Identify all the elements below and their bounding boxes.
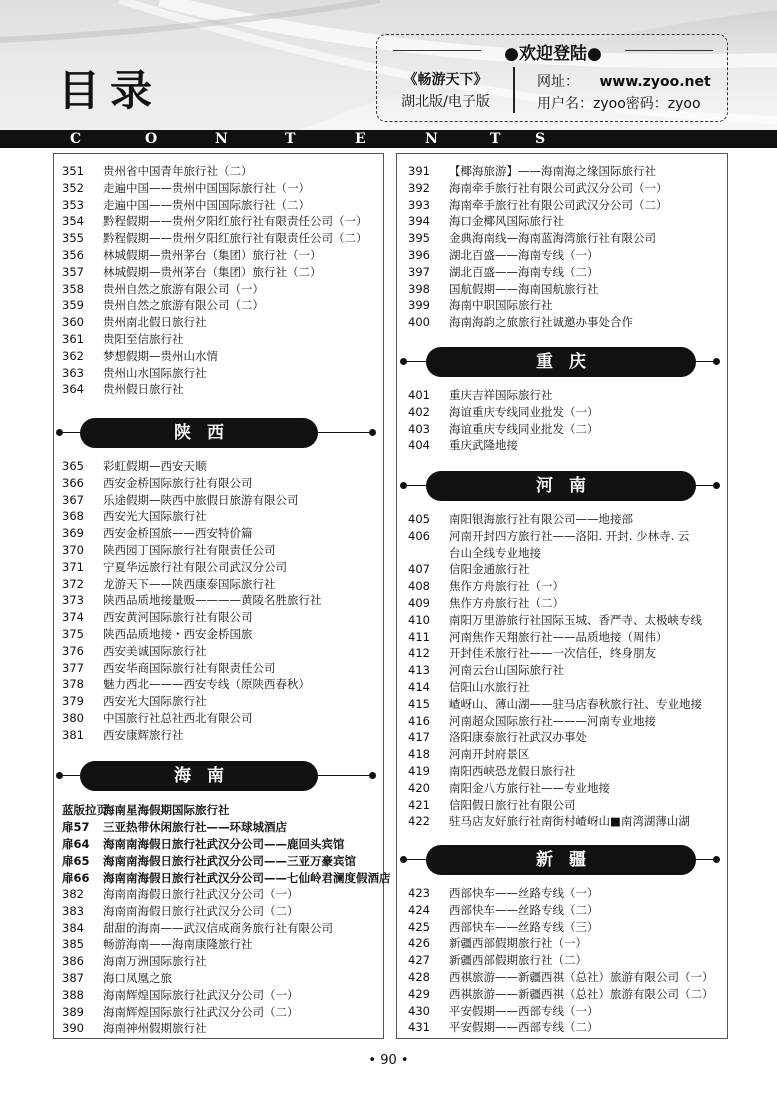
entry-title: 信阳假日旅行社有限公司 — [449, 797, 576, 812]
entry-title: 南阳银海旅行社有限公司——地接部 — [449, 512, 633, 526]
bullet-dot — [713, 482, 720, 489]
toc-entry[interactable] — [408, 612, 702, 628]
toc-entry[interactable] — [62, 953, 207, 969]
entry-title: 河南超众国际旅行社———河南专业地接 — [449, 713, 656, 728]
entry-title: 【椰海旅游】——海南海之缘国际旅行社 — [449, 164, 656, 178]
entry-title: 河南焦作天翔旅行社——品质地接（周伟） — [449, 629, 668, 644]
entry-title: 信阳金通旅行社 — [449, 562, 530, 577]
entry-page-number: 375 — [62, 627, 84, 641]
toc-entry[interactable] — [408, 662, 564, 678]
entry-title: 海南中职国际旅行社 — [449, 298, 553, 313]
entry-page-number: 393 — [408, 197, 430, 212]
entry-title: 西安光大国际旅行社 — [103, 694, 207, 709]
entry-title: 南阳金八方旅行社——专业地接 — [449, 780, 610, 795]
entry-title: 平安假期——西部专线（一） — [449, 1003, 599, 1018]
entry-page-number: 396 — [408, 248, 430, 262]
toc-entry[interactable] — [62, 903, 299, 919]
entry-title: 贵州省中国青年旅行社（二） — [103, 164, 253, 178]
entry-title: 国航假期——海南国航旅行社 — [449, 281, 599, 296]
entry-page-number: 356 — [62, 248, 84, 262]
entry-page-number: 353 — [62, 197, 84, 212]
entry-title: 宁夏华远旅行社有限公司武汉分公司 — [103, 559, 287, 574]
entry-title: 贵阳至信旅行社 — [103, 332, 184, 346]
entry-title: 林城假期—贵州茅台（集团）旅行社（一） — [103, 248, 322, 262]
toc-entry[interactable] — [408, 595, 564, 611]
toc-entry[interactable] — [408, 645, 656, 661]
bullet-dot — [713, 358, 720, 365]
toc-entry[interactable] — [62, 542, 276, 558]
toc-entry[interactable] — [62, 331, 184, 347]
entry-title: 海南海韵之旅旅行社诚邀办事处合作 — [449, 315, 633, 330]
entry-title: 西安美诚国际旅行社 — [103, 643, 207, 658]
toc-entry[interactable] — [408, 629, 668, 645]
toc-entry[interactable] — [408, 797, 576, 813]
entry-page-number: 359 — [62, 298, 84, 313]
toc-entry[interactable] — [62, 576, 276, 592]
toc-entry[interactable] — [62, 281, 264, 297]
bullet-dot — [369, 429, 376, 436]
entry-page-number: 373 — [62, 593, 84, 608]
entry-page-number: 357 — [62, 264, 84, 279]
entry-title: 陕西园丁国际旅行社有限责任公司 — [103, 543, 276, 557]
entry-title: 驻马店友好旅行社南街村嵖岈山■南湾湖薄山湖 — [449, 814, 690, 829]
entry-page-number: 扉57 — [62, 820, 90, 834]
entry-page-number: 384 — [62, 920, 84, 935]
toc-entry[interactable] — [408, 763, 576, 779]
entry-title: 彩虹假期—西安天顺 — [103, 459, 207, 473]
toc-entry[interactable] — [62, 559, 287, 575]
entry-title: 台山全线专业地接 — [449, 545, 541, 560]
toc-entry[interactable] — [62, 297, 264, 313]
toc-entry[interactable] — [62, 886, 299, 902]
entry-page-number: 426 — [408, 936, 430, 951]
entry-title: 海口金椰风国际旅行社 — [449, 214, 564, 229]
toc-entry[interactable] — [62, 920, 333, 936]
entry-page-number: 扉65 — [62, 854, 90, 868]
entry-title: 海南南海假日旅行社武汉分公司——三亚万豪宾馆 — [103, 854, 356, 868]
toc-entry[interactable] — [62, 853, 356, 869]
entry-title: 西祺旅游——新疆西祺（总社）旅游有限公司（一） — [449, 970, 714, 984]
contents-letter: O — [145, 131, 158, 147]
entry-title: 湖北百盛——海南专线（二） — [449, 264, 599, 279]
entry-page-number: 399 — [408, 298, 430, 313]
toc-entry[interactable] — [408, 387, 553, 403]
entry-title: 海南牵手旅行社有限公司武汉分公司（一） — [449, 180, 668, 195]
entry-title: 贵州山水国际旅行社 — [103, 365, 207, 380]
entry-title: 平安假期——西部专线（二） — [449, 1020, 599, 1035]
toc-entry[interactable] — [62, 264, 322, 280]
toc-entry[interactable] — [408, 902, 599, 918]
toc-entry[interactable] — [408, 561, 530, 577]
section-heading-chongqing — [400, 347, 720, 377]
entry-title: 西安光大国际旅行社 — [103, 509, 207, 524]
section-title: 新疆 — [426, 845, 696, 875]
entry-title: 三亚热带休闲旅行社——环球城酒店 — [103, 820, 287, 834]
login-box — [376, 34, 728, 122]
entry-page-number: 401 — [408, 388, 430, 402]
toc-entry[interactable] — [62, 970, 172, 986]
entry-title: 海南牵手旅行社有限公司武汉分公司（二） — [449, 197, 668, 212]
toc-entry[interactable] — [62, 163, 253, 179]
entry-page-number: 405 — [408, 512, 430, 526]
entry-page-number: 379 — [62, 694, 84, 709]
entry-page-number: 366 — [62, 475, 84, 490]
entry-page-number: 376 — [62, 643, 84, 658]
toc-entry[interactable] — [62, 660, 276, 676]
entry-page-number: 381 — [62, 727, 84, 742]
entry-page-number: 361 — [62, 332, 84, 346]
entry-page-number: 365 — [62, 459, 84, 473]
entry-page-number: 363 — [62, 365, 84, 380]
entry-title: 金典海南线—海南蓝海湾旅行社有限公司 — [449, 231, 656, 246]
entry-title: 信阳山水旅行社 — [449, 680, 530, 694]
entry-page-number: 374 — [62, 610, 84, 625]
toc-entry[interactable] — [408, 696, 702, 712]
entry-page-number: 420 — [408, 780, 430, 795]
toc-entry[interactable] — [408, 264, 599, 280]
entry-page-number: 370 — [62, 543, 84, 557]
toc-entry[interactable] — [62, 475, 253, 491]
toc-entry[interactable] — [62, 609, 253, 625]
section-title: 陕西 — [80, 418, 318, 448]
entry-page-number: 421 — [408, 797, 430, 812]
toc-entry[interactable] — [408, 986, 714, 1002]
entry-title: 龙游天下——陕西康泰国际旅行社 — [103, 576, 276, 591]
entry-title: 甜甜的海南——武汉信成商务旅行社有限公司 — [103, 920, 333, 935]
entry-page-number: 400 — [408, 315, 430, 330]
page-number: • 90 • — [368, 1053, 409, 1068]
toc-entry[interactable] — [408, 969, 714, 985]
bullet-dot — [713, 856, 720, 863]
entry-title: 海南辉煌国际旅行社武汉分公司（一） — [103, 987, 299, 1002]
toc-entry[interactable] — [408, 247, 599, 263]
entry-title: 海南神州假期旅行社 — [103, 1021, 207, 1036]
toc-entry[interactable] — [62, 458, 207, 474]
toc-entry[interactable] — [408, 545, 541, 561]
entry-page-number: 417 — [408, 730, 430, 745]
entry-title: 西部快车——丝路专线（一） — [449, 886, 599, 900]
entry-page-number: 360 — [62, 315, 84, 330]
toc-entry[interactable] — [62, 693, 207, 709]
toc-entry[interactable] — [62, 870, 391, 886]
entry-title: 陕西品质地接・西安金桥国旅 — [103, 627, 253, 641]
entry-title: 海谊重庆专线同业批发（二） — [449, 421, 599, 436]
entry-title: 河南开封府景区 — [449, 747, 530, 762]
toc-entry[interactable] — [62, 727, 184, 743]
toc-entry[interactable] — [62, 819, 287, 835]
toc-entry[interactable] — [408, 1019, 599, 1035]
entry-title: 西安康辉旅行社 — [103, 727, 184, 742]
entry-page-number: 389 — [62, 1004, 84, 1019]
entry-page-number: 404 — [408, 438, 430, 453]
toc-entry[interactable] — [408, 813, 690, 829]
toc-entry[interactable] — [62, 1020, 207, 1036]
toc-entry[interactable] — [62, 987, 299, 1003]
toc-entry[interactable] — [62, 247, 322, 263]
toc-entry[interactable] — [408, 213, 564, 229]
toc-entry[interactable] — [62, 525, 253, 541]
entry-page-number: 413 — [408, 663, 430, 678]
toc-entry[interactable] — [408, 421, 599, 437]
toc-entry[interactable] — [62, 197, 310, 213]
toc-entry[interactable] — [408, 197, 668, 213]
contents-letter: C — [70, 131, 82, 147]
toc-entry[interactable] — [408, 281, 599, 297]
toc-entry[interactable] — [408, 230, 656, 246]
toc-entry[interactable] — [62, 626, 253, 642]
section-heading-xinjiang — [400, 845, 720, 875]
entry-page-number: 362 — [62, 348, 84, 363]
toc-entry[interactable] — [408, 578, 564, 594]
entry-title: 陕西品质地接量贩————黄陵名胜旅行社 — [103, 593, 322, 608]
entry-page-number: 354 — [62, 214, 84, 229]
toc-entry[interactable] — [408, 729, 587, 745]
entry-page-number: 355 — [62, 231, 84, 246]
toc-entry[interactable] — [408, 919, 599, 935]
contents-letter: N — [425, 131, 438, 147]
header-banner — [0, 0, 777, 130]
entry-page-number: 扉64 — [62, 837, 90, 851]
toc-entry[interactable] — [408, 404, 599, 420]
entry-title: 南阳万里游旅行社国际玉城、香严寺、太极峡专线 — [449, 612, 702, 627]
entry-page-number: 427 — [408, 953, 430, 968]
entry-page-number: 388 — [62, 987, 84, 1002]
magazine-name: 《畅游天下》 — [403, 72, 488, 88]
entry-title: 西祺旅游——新疆西祺（总社）旅游有限公司（二） — [449, 986, 714, 1001]
entry-title: 黔程假期——贵州夕阳红旅行社有限责任公司（二） — [103, 231, 368, 246]
entry-title: 贵州自然之旅游有限公司（二） — [103, 298, 264, 313]
contents-letter: E — [355, 131, 366, 147]
toc-entry[interactable] — [408, 297, 553, 313]
entry-title: 海南万洲国际旅行社 — [103, 954, 207, 969]
entry-title: 贵州南北假日旅行社 — [103, 315, 207, 330]
entry-page-number: 412 — [408, 646, 430, 661]
entry-page-number: 378 — [62, 677, 84, 692]
entry-title: 梦想假期—贵州山水情 — [103, 348, 218, 363]
entry-title: 林城假期—贵州茅台（集团）旅行社（二） — [103, 264, 322, 279]
toc-entry[interactable] — [62, 348, 218, 364]
entry-title: 贵州自然之旅游有限公司（一） — [103, 281, 264, 296]
entry-page-number: 415 — [408, 696, 430, 711]
entry-title: 焦作方舟旅行社（一） — [449, 579, 564, 594]
toc-entry[interactable] — [408, 511, 633, 527]
toc-entry[interactable] — [408, 314, 633, 330]
toc-entry[interactable] — [62, 676, 310, 692]
toc-entry[interactable] — [62, 802, 230, 818]
entry-page-number: 371 — [62, 559, 84, 574]
entry-page-number: 369 — [62, 526, 84, 541]
entry-title: 畅游海南——海南康隆旅行社 — [103, 937, 253, 952]
url-label: 网址： — [537, 74, 579, 90]
entry-page-number: 377 — [62, 660, 84, 675]
entry-page-number: 391 — [408, 164, 430, 178]
entry-page-number: 422 — [408, 814, 430, 829]
entry-page-number: 406 — [408, 528, 430, 543]
entry-title: 海口凤凰之旅 — [103, 971, 172, 985]
entry-page-number: 425 — [408, 919, 430, 934]
entry-page-number: 387 — [62, 971, 84, 985]
entry-page-number: 397 — [408, 264, 430, 279]
toc-entry[interactable] — [408, 746, 530, 762]
entry-page-number: 385 — [62, 937, 84, 952]
section-title: 海南 — [80, 761, 318, 791]
entry-title: 南阳西峡恐龙假日旅行社 — [449, 764, 576, 778]
entry-page-number: 395 — [408, 231, 430, 246]
toc-entry[interactable] — [408, 180, 668, 196]
entry-title: 洛阳康泰旅行社武汉办事处 — [449, 730, 587, 745]
section-heading-henan — [400, 471, 720, 501]
contents-bar — [0, 130, 777, 148]
section-title: 重庆 — [426, 347, 696, 377]
entry-page-number: 418 — [408, 747, 430, 762]
entry-page-number: 392 — [408, 180, 430, 195]
credentials-line: 用户名：zyoo密码：zyoo — [537, 96, 701, 112]
entry-title: 西安华商国际旅行社有限责任公司 — [103, 660, 276, 675]
entry-title: 嵖岈山、薄山湖——驻马店春秋旅行社、专业地接 — [449, 696, 702, 711]
entry-title: 开封佳禾旅行社——一次信任，终身朋友 — [449, 646, 656, 661]
toc-entry[interactable] — [408, 885, 599, 901]
entry-title: 西安金桥国际旅行社有限公司 — [103, 475, 253, 490]
toc-entry[interactable] — [62, 592, 322, 608]
entry-page-number: 352 — [62, 180, 84, 195]
entry-title: 海南辉煌国际旅行社武汉分公司（二） — [103, 1004, 299, 1019]
toc-entry[interactable] — [62, 230, 368, 246]
entry-page-number: 372 — [62, 576, 84, 591]
section-heading-hainan — [56, 761, 376, 791]
entry-page-number: 410 — [408, 612, 430, 627]
entry-title: 西部快车——丝路专线（二） — [449, 902, 599, 917]
toc-entry[interactable] — [62, 180, 310, 196]
entry-title: 乐途假期—陕西中旅假日旅游有限公司 — [103, 492, 299, 507]
toc-entry[interactable] — [408, 952, 587, 968]
toc-entry[interactable] — [408, 935, 587, 951]
entry-title: 西安黄河国际旅行社有限公司 — [103, 610, 253, 625]
entry-page-number: 403 — [408, 421, 430, 436]
toc-entry[interactable] — [62, 710, 253, 726]
login-divider — [513, 67, 515, 113]
bullet-dot — [369, 772, 376, 779]
contents-letter: S — [535, 131, 546, 147]
entry-page-number: 390 — [62, 1021, 84, 1036]
section-title: 河南 — [426, 471, 696, 501]
entry-title: 中国旅行社总社西北有限公司 — [103, 711, 253, 725]
entry-title: 贵州假日旅行社 — [103, 382, 184, 397]
toc-entry[interactable] — [408, 437, 518, 453]
entry-title: 西安金桥国旅——西安特价篇 — [103, 526, 253, 541]
entry-page-number: 351 — [62, 164, 84, 178]
toc-entry[interactable] — [408, 780, 610, 796]
entry-page-number: 424 — [408, 902, 430, 917]
toc-entry[interactable] — [62, 381, 184, 397]
website-url[interactable]: www.zyoo.net — [599, 74, 711, 90]
entry-page-number: 386 — [62, 954, 84, 969]
entry-title: 重庆武隆地接 — [449, 438, 518, 453]
entry-page-number: 428 — [408, 970, 430, 984]
entry-title: 重庆吉祥国际旅行社 — [449, 388, 553, 402]
toc-entry[interactable] — [62, 492, 299, 508]
entry-title: 走遍中国——贵州中国国际旅行社（一） — [103, 180, 310, 195]
entry-page-number: 380 — [62, 711, 84, 725]
entry-title: 新疆西部假期旅行社（一） — [449, 936, 587, 951]
page-title: 目录 — [58, 66, 163, 115]
entry-page-number: 383 — [62, 903, 84, 918]
entry-title: 焦作方舟旅行社（二） — [449, 596, 564, 610]
entry-page-number: 429 — [408, 986, 430, 1001]
entry-page-number: 364 — [62, 382, 84, 397]
entry-page-number: 398 — [408, 281, 430, 296]
entry-page-number: 407 — [408, 562, 430, 577]
entry-title: 黔程假期——贵州夕阳红旅行社有限责任公司（一） — [103, 214, 368, 229]
entry-title: 海南南海假日旅行社武汉分公司（二） — [103, 903, 299, 918]
entry-title: 海南星海假期国际旅行社 — [103, 803, 230, 817]
entry-title: 河南云台山国际旅行社 — [449, 663, 564, 678]
website-line — [537, 71, 711, 91]
entry-page-number: 蓝版拉页 — [62, 803, 108, 817]
entry-page-number: 430 — [408, 1003, 430, 1018]
entry-page-number: 368 — [62, 509, 84, 524]
entry-title: 海南南海假日旅行社武汉分公司（一） — [103, 887, 299, 901]
entry-page-number: 419 — [408, 764, 430, 778]
entry-page-number: 382 — [62, 887, 84, 901]
section-heading-shaanxi — [56, 418, 376, 448]
toc-entry[interactable] — [62, 314, 207, 330]
entry-page-number: 367 — [62, 492, 84, 507]
entry-title: 走遍中国——贵州中国国际旅行社（二） — [103, 197, 310, 212]
entry-page-number: 416 — [408, 713, 430, 728]
entry-page-number: 409 — [408, 596, 430, 610]
login-title: ●欢迎登陆● — [504, 44, 602, 64]
entry-page-number: 402 — [408, 404, 430, 419]
toc-entry[interactable] — [62, 936, 253, 952]
entry-title: 西部快车——丝路专线（三） — [449, 919, 599, 934]
toc-entry[interactable] — [408, 1003, 599, 1019]
toc-entry[interactable] — [408, 713, 656, 729]
entry-page-number: 431 — [408, 1020, 430, 1035]
toc-entry[interactable] — [62, 643, 207, 659]
toc-entry[interactable] — [62, 1004, 299, 1020]
entry-page-number: 358 — [62, 281, 84, 296]
toc-entry[interactable] — [408, 528, 689, 544]
toc-entry[interactable] — [62, 836, 345, 852]
toc-entry[interactable] — [62, 213, 368, 229]
edition-label: 湖北版/电子版 — [401, 94, 490, 110]
contents-letter: N — [215, 131, 228, 147]
entry-page-number: 423 — [408, 886, 430, 900]
toc-entry[interactable] — [408, 163, 656, 179]
entry-page-number: 394 — [408, 214, 430, 229]
entry-title: 魅力西北———西安专线（原陕西春秋） — [103, 677, 310, 692]
entry-title: 海南南海假日旅行社武汉分公司——七仙岭君澜度假酒店 — [103, 871, 391, 885]
entry-page-number: 408 — [408, 579, 430, 594]
contents-letter: T — [490, 131, 501, 147]
entry-title: 河南开封四方旅行社——洛阳. 开封. 少林寺. 云 — [449, 528, 690, 543]
toc-entry[interactable] — [62, 508, 207, 524]
entry-page-number: 扉66 — [62, 871, 90, 885]
contents-letter: T — [285, 131, 296, 147]
toc-entry[interactable] — [62, 365, 207, 381]
entry-page-number: 414 — [408, 680, 430, 694]
entry-page-number: 411 — [408, 629, 430, 644]
entry-title: 海南南海假日旅行社武汉分公司——鹿回头宾馆 — [103, 837, 345, 851]
entry-title: 湖北百盛——海南专线（一） — [449, 248, 599, 262]
entry-title: 海谊重庆专线同业批发（一） — [449, 404, 599, 419]
entry-title: 新疆西部假期旅行社（二） — [449, 953, 587, 968]
toc-entry[interactable] — [408, 679, 530, 695]
